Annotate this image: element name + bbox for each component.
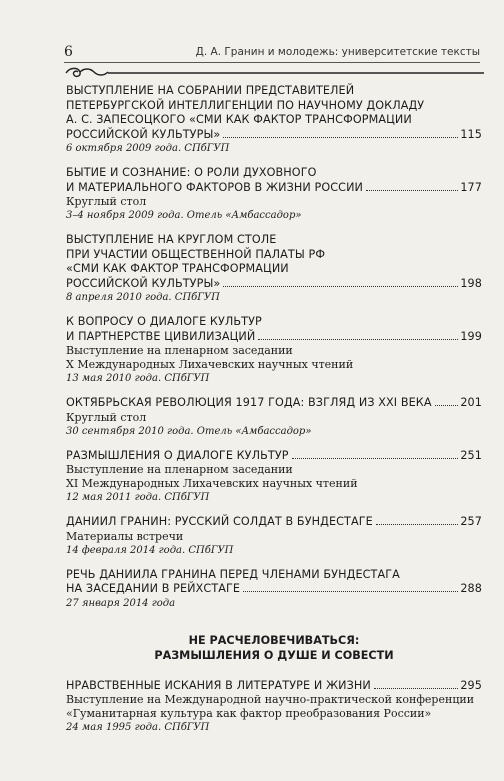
entry-title-row	[66, 396, 482, 411]
entry-title-line: ВЫСТУПЛЕНИЕ НА КРУГЛОМ СТОЛЕ	[66, 233, 277, 246]
entry-subtitle: XI Международных Лихачевских научных чтений	[66, 477, 358, 490]
entry-title-line: ПЕТЕРБУРГСКОЙ ИНТЕЛЛИГЕНЦИИ ПО НАУЧНОМУ ДОКЛАДУ	[66, 98, 425, 112]
entry-title-line: К ВОПРОСУ О ДИАЛОГЕ КУЛЬТУР	[66, 315, 262, 328]
entry-page-number: 295	[460, 678, 482, 692]
entry-date: 3–4 ноября 2009 года. Отель «Амбассадор»	[66, 210, 302, 221]
entry-title-row	[66, 449, 482, 464]
entry-page-number: 288	[460, 582, 482, 595]
entry-subtitle: Круглый стол	[66, 195, 147, 208]
entry-title-line: ВЫСТУПЛЕНИЕ НА СОБРАНИИ ПРЕДСТАВИТЕЛЕЙ	[66, 84, 355, 97]
page-header	[64, 42, 480, 63]
entry-title-line: РОССИЙСКОЙ КУЛЬТУРЫ»	[66, 276, 221, 290]
entry-title-line: «СМИ КАК ФАКТОР ТРАНСФОРМАЦИИ	[66, 262, 289, 275]
ornament-divider-icon	[64, 66, 484, 80]
section-heading-line: РАЗМЫШЛЕНИЯ О ДУШЕ И СОВЕСТИ	[154, 648, 394, 662]
entry-title-line: БЫТИЕ И СОЗНАНИЕ: О РОЛИ ДУХОВНОГО	[66, 166, 317, 179]
entry-title-row	[66, 277, 482, 292]
entry-title-row	[66, 582, 482, 597]
toc-entry	[66, 449, 482, 506]
entry-page-number: 201	[460, 396, 482, 409]
toc-entry	[66, 515, 482, 558]
toc-entry	[66, 679, 482, 736]
dot-leader	[366, 190, 458, 191]
toc-entry	[66, 396, 482, 439]
entry-title-row	[66, 128, 482, 143]
entry-title-line: ОКТЯБРЬСКАЯ РЕВОЛЮЦИЯ 1917 ГОДА: ВЗГЛЯД ИЗ XXI ВЕКА	[66, 396, 432, 409]
entry-date: 12 мая 2011 года. СПбГУП	[66, 492, 210, 503]
entry-subtitle: «Гуманитарная культура как фактор преобразования России»	[66, 707, 432, 720]
entry-date: 27 января 2014 года	[66, 597, 176, 609]
entry-title-line: ДАНИИЛ ГРАНИН: РУССКИЙ СОЛДАТ В БУНДЕСТАГЕ	[66, 515, 373, 528]
entry-page-number: 257	[460, 515, 482, 528]
entry-subtitle: Выступление на пленарном заседании	[66, 463, 293, 476]
dot-leader	[292, 458, 459, 459]
entry-date: 8 апреля 2010 года. СПбГУП	[66, 292, 220, 303]
entry-title-line: И МАТЕРИАЛЬНОГО ФАКТОРОВ В ЖИЗНИ РОССИИ	[66, 180, 364, 194]
page-number: 6	[64, 44, 73, 60]
toc-entry	[66, 166, 482, 223]
dot-leader	[223, 286, 458, 287]
entry-date: 6 октября 2009 года. СПбГУП	[66, 143, 230, 154]
entry-date: 24 мая 1995 года. СПбГУП	[66, 722, 210, 733]
entry-title-row	[66, 181, 482, 196]
entry-title-row	[66, 330, 482, 345]
entry-subtitle: Материалы встречи	[66, 529, 184, 543]
entry-title-line: ПРИ УЧАСТИИ ОБЩЕСТВЕННОЙ ПАЛАТЫ РФ	[66, 247, 326, 261]
section-heading-line: НЕ РАСЧЕЛОВЕЧИВАТЬСЯ:	[188, 633, 360, 647]
toc-entry	[66, 233, 482, 305]
entry-title-line: А. С. ЗАПЕСОЦКОГО «СМИ КАК ФАКТОР ТРАНСФОРМАЦИИ	[66, 113, 412, 126]
entry-subtitle: Круглый стол	[66, 410, 147, 424]
dot-leader	[243, 591, 458, 592]
dot-leader	[376, 524, 459, 525]
dot-leader	[435, 405, 459, 406]
entry-subtitle: X Международных Лихачевских научных чтений	[66, 358, 354, 371]
entry-title-line: НРАВСТВЕННЫЕ ИСКАНИЯ В ЛИТЕРАТУРЕ И ЖИЗНИ	[66, 678, 371, 692]
entry-title-line: И ПАРТНЕРСТВЕ ЦИВИЛИЗАЦИЙ	[66, 329, 256, 343]
dot-leader	[258, 339, 458, 340]
toc-list	[66, 84, 482, 745]
toc-entry	[66, 84, 482, 156]
section-heading	[66, 633, 482, 663]
toc-entry	[66, 315, 482, 386]
entry-date: 13 мая 2010 года. СПбГУП	[66, 373, 210, 384]
entry-page-number: 198	[460, 276, 482, 290]
entry-subtitle: Выступление на пленарном заседании	[66, 344, 293, 357]
entry-title-row	[66, 515, 482, 530]
entry-title-line: НА ЗАСЕДАНИИ В РЕЙХСТАГЕ	[66, 582, 241, 595]
dot-leader	[223, 137, 458, 138]
entry-page-number: 251	[460, 448, 482, 462]
toc-entry	[66, 568, 482, 611]
entry-subtitle: Выступление на Международной научно-практической конференции	[66, 693, 475, 706]
entry-page-number: 199	[460, 329, 482, 343]
running-title: Д. А. Гранин и молодежь: университетские тексты	[195, 46, 480, 58]
entry-title-line: РАЗМЫШЛЕНИЯ О ДИАЛОГЕ КУЛЬТУР	[66, 448, 289, 462]
entry-page-number: 177	[460, 180, 482, 194]
dot-leader	[374, 688, 459, 689]
entry-page-number: 115	[460, 127, 482, 141]
entry-title-line: РОССИЙСКОЙ КУЛЬТУРЫ»	[66, 127, 221, 141]
entry-date: 30 сентября 2010 года. Отель «Амбассадор»	[66, 425, 312, 437]
entry-date: 14 февраля 2014 года. СПбГУП	[66, 544, 234, 556]
entry-title-line: РЕЧЬ ДАНИИЛА ГРАНИНА ПЕРЕД ЧЛЕНАМИ БУНДЕСТАГА	[66, 567, 400, 581]
entry-title-row	[66, 679, 482, 694]
